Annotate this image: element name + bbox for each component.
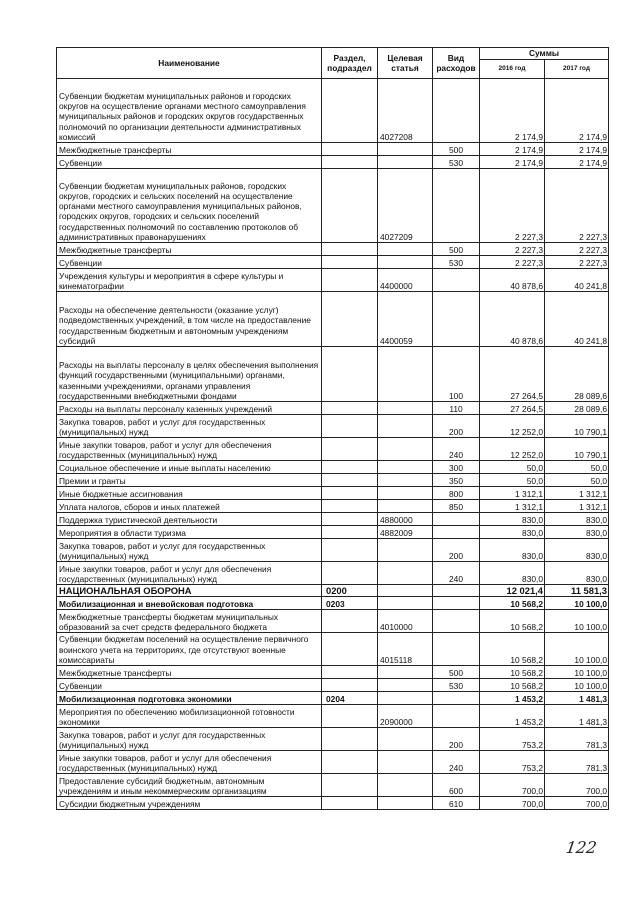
- row-section-cell: [322, 156, 378, 169]
- row-section-cell: 0203: [322, 597, 378, 610]
- row-name-cell: Межбюджетные трансферты: [57, 143, 322, 156]
- row-name-cell: Субвенции бюджетам муниципальных районов и городских округов на осуществление органами местного самоуправления муниципальных районов и городских округов государственных полномочий по организации деятельности административных комиссий: [57, 79, 322, 143]
- row-value-2016-cell: 2 227,3: [480, 169, 545, 243]
- row-name-cell: Расходы на обеспечение деятельности (оказание услуг) подведомственных учреждений, в том числе на предоставление государственным бюджетным и автономным учреждениям субсидий: [57, 292, 322, 347]
- row-name-cell: Премии и гранты: [57, 474, 322, 487]
- row-article-cell: [378, 751, 433, 774]
- row-value-2017-cell: 50,0: [545, 461, 609, 474]
- row-value-2017-cell: 1 312,1: [545, 500, 609, 513]
- row-value-2017-cell: 28 089,6: [545, 402, 609, 415]
- row-section-cell: [322, 461, 378, 474]
- row-article-cell: [378, 143, 433, 156]
- row-type-cell: 530: [433, 256, 480, 269]
- row-value-2017-cell: 10 790,1: [545, 415, 609, 438]
- table-row: [57, 597, 609, 610]
- row-type-cell: 350: [433, 474, 480, 487]
- row-value-2016-cell: 830,0: [480, 513, 545, 526]
- table-row: [57, 728, 609, 751]
- row-value-2017-cell: 2 227,3: [545, 256, 609, 269]
- row-article-cell: 4400000: [378, 269, 433, 292]
- row-value-2016-cell: 50,0: [480, 461, 545, 474]
- row-type-cell: 100: [433, 347, 480, 402]
- row-name-cell: Расходы на выплаты персоналу казенных учреждений: [57, 402, 322, 415]
- row-value-2017-cell: 11 581,3: [545, 585, 609, 597]
- row-name-cell: Субсидии бюджетным учреждениям: [57, 797, 322, 810]
- row-article-cell: [378, 461, 433, 474]
- row-type-cell: 110: [433, 402, 480, 415]
- budget-table: [56, 47, 609, 810]
- table-row: [57, 633, 609, 666]
- row-article-cell: [378, 539, 433, 562]
- row-value-2017-cell: 50,0: [545, 474, 609, 487]
- row-value-2016-cell: 10 568,2: [480, 633, 545, 666]
- row-value-2016-cell: 2 227,3: [480, 243, 545, 256]
- row-name-cell: Субвенции бюджетам поселений на осуществление первичного воинского учета на территориях, где отсутствуют военные комиссариаты: [57, 633, 322, 666]
- row-section-cell: [322, 539, 378, 562]
- row-article-cell: [378, 474, 433, 487]
- row-article-cell: [378, 562, 433, 585]
- row-article-cell: [378, 774, 433, 797]
- row-value-2017-cell: 2 174,9: [545, 143, 609, 156]
- row-article-cell: [378, 402, 433, 415]
- row-section-cell: [322, 143, 378, 156]
- row-name-cell: Учреждения культуры и мероприятия в сфере культуры и кинематографии: [57, 269, 322, 292]
- row-section-cell: [322, 526, 378, 539]
- row-type-cell: 500: [433, 666, 480, 679]
- row-name-cell: Субвенции: [57, 156, 322, 169]
- row-type-cell: [433, 633, 480, 666]
- row-value-2016-cell: 10 568,2: [480, 597, 545, 610]
- row-name-cell: Предоставление субсидий бюджетным, автономным учреждениям и иным некоммерческим организациям: [57, 774, 322, 797]
- header-name: Наименование: [57, 48, 322, 79]
- row-name-cell: Закупка товаров, работ и услуг для государственных (муниципальных) нужд: [57, 415, 322, 438]
- row-article-cell: [378, 666, 433, 679]
- row-type-cell: [433, 292, 480, 347]
- row-section-cell: [322, 269, 378, 292]
- row-article-cell: [378, 728, 433, 751]
- row-name-cell: Субвенции бюджетам муниципальных районов, городских округов, городских и сельских поселений на осуществление органами местного самоуправления муниципальных районов, городских округов, городских и сельских поселений государственных полномочий по составлению протоколов об административных правонарушениях: [57, 169, 322, 243]
- row-value-2016-cell: 40 878,6: [480, 269, 545, 292]
- row-value-2017-cell: 2 174,9: [545, 156, 609, 169]
- row-article-cell: 4882009: [378, 526, 433, 539]
- table-row: [57, 513, 609, 526]
- row-type-cell: 240: [433, 562, 480, 585]
- header-year-2017: 2017 год: [545, 60, 609, 79]
- row-type-cell: 530: [433, 156, 480, 169]
- row-article-cell: [378, 415, 433, 438]
- row-value-2016-cell: 2 174,9: [480, 79, 545, 143]
- row-value-2017-cell: 40 241,8: [545, 292, 609, 347]
- row-value-2016-cell: 50,0: [480, 474, 545, 487]
- row-type-cell: 240: [433, 438, 480, 461]
- table-row: [57, 438, 609, 461]
- row-type-cell: 500: [433, 143, 480, 156]
- row-type-cell: 200: [433, 728, 480, 751]
- table-row: [57, 751, 609, 774]
- row-section-cell: [322, 402, 378, 415]
- row-value-2017-cell: 830,0: [545, 513, 609, 526]
- row-article-cell: [378, 487, 433, 500]
- row-type-cell: 610: [433, 797, 480, 810]
- row-article-cell: [378, 679, 433, 692]
- table-row: [57, 415, 609, 438]
- row-type-cell: [433, 597, 480, 610]
- table-row: [57, 562, 609, 585]
- table-row: [57, 461, 609, 474]
- table-row: [57, 487, 609, 500]
- row-type-cell: 800: [433, 487, 480, 500]
- row-name-cell: Субвенции: [57, 679, 322, 692]
- table-row: [57, 692, 609, 705]
- row-name-cell: Уплата налогов, сборов и иных платежей: [57, 500, 322, 513]
- row-value-2016-cell: 10 568,2: [480, 679, 545, 692]
- row-value-2016-cell: 27 264,5: [480, 402, 545, 415]
- table-row: [57, 585, 609, 597]
- table-row: [57, 474, 609, 487]
- table-row: [57, 269, 609, 292]
- row-name-cell: Поддержка туристической деятельности: [57, 513, 322, 526]
- row-section-cell: [322, 243, 378, 256]
- table-row: [57, 679, 609, 692]
- row-section-cell: [322, 169, 378, 243]
- row-name-cell: Межбюджетные трансферты: [57, 243, 322, 256]
- table-row: [57, 143, 609, 156]
- row-section-cell: [322, 500, 378, 513]
- table-row: [57, 292, 609, 347]
- row-type-cell: 500: [433, 243, 480, 256]
- row-article-cell: [378, 585, 433, 597]
- row-name-cell: Мобилизационная и вневойсковая подготовка: [57, 597, 322, 610]
- row-name-cell: Субвенции: [57, 256, 322, 269]
- row-value-2017-cell: 10 100,0: [545, 666, 609, 679]
- row-value-2017-cell: 10 100,0: [545, 610, 609, 633]
- table-row: [57, 705, 609, 728]
- row-section-cell: [322, 666, 378, 679]
- row-value-2016-cell: 753,2: [480, 728, 545, 751]
- header-sums: Суммы: [480, 48, 609, 60]
- row-type-cell: 300: [433, 461, 480, 474]
- row-section-cell: [322, 487, 378, 500]
- row-value-2017-cell: 2 227,3: [545, 169, 609, 243]
- row-name-cell: Иные закупки товаров, работ и услуг для обеспечения государственных (муниципальных) нужд: [57, 751, 322, 774]
- row-value-2016-cell: 753,2: [480, 751, 545, 774]
- row-type-cell: [433, 585, 480, 597]
- row-value-2016-cell: 830,0: [480, 539, 545, 562]
- row-value-2016-cell: 1 453,2: [480, 692, 545, 705]
- row-section-cell: [322, 438, 378, 461]
- row-value-2016-cell: 12 252,0: [480, 415, 545, 438]
- row-section-cell: [322, 562, 378, 585]
- row-article-cell: [378, 156, 433, 169]
- row-value-2017-cell: 10 790,1: [545, 438, 609, 461]
- row-type-cell: [433, 169, 480, 243]
- row-value-2016-cell: 40 878,6: [480, 292, 545, 347]
- table-row: [57, 797, 609, 810]
- header-year-2016: 2016 год: [480, 60, 545, 79]
- row-article-cell: [378, 500, 433, 513]
- row-type-cell: 600: [433, 774, 480, 797]
- row-value-2017-cell: 1 481,3: [545, 705, 609, 728]
- row-name-cell: Закупка товаров, работ и услуг для государственных (муниципальных) нужд: [57, 539, 322, 562]
- header-section: Раздел, подраздел: [322, 48, 378, 79]
- row-value-2016-cell: 830,0: [480, 526, 545, 539]
- row-value-2017-cell: 2 227,3: [545, 243, 609, 256]
- row-name-cell: Иные закупки товаров, работ и услуг для обеспечения государственных (муниципальных) нужд: [57, 438, 322, 461]
- row-value-2016-cell: 27 264,5: [480, 347, 545, 402]
- row-value-2017-cell: 28 089,6: [545, 347, 609, 402]
- row-name-cell: Расходы на выплаты персоналу в целях обеспечения выполнения функций государственными (муниципальными) органами, казенными учреждениями, органами управления государственными внебюджетными фондами: [57, 347, 322, 402]
- row-value-2017-cell: 1 312,1: [545, 487, 609, 500]
- row-type-cell: [433, 692, 480, 705]
- row-section-cell: [322, 347, 378, 402]
- row-type-cell: [433, 513, 480, 526]
- row-article-cell: [378, 347, 433, 402]
- row-section-cell: [322, 728, 378, 751]
- row-section-cell: [322, 79, 378, 143]
- table-row: [57, 666, 609, 679]
- row-value-2016-cell: 1 453,2: [480, 705, 545, 728]
- table-row: [57, 79, 609, 143]
- row-name-cell: Межбюджетные трансферты: [57, 666, 322, 679]
- row-section-cell: [322, 797, 378, 810]
- row-section-cell: [322, 415, 378, 438]
- table-row: [57, 243, 609, 256]
- row-name-cell: Иные закупки товаров, работ и услуг для обеспечения государственных (муниципальных) нужд: [57, 562, 322, 585]
- row-name-cell: Мероприятия по обеспечению мобилизационной готовности экономики: [57, 705, 322, 728]
- row-article-cell: 4015118: [378, 633, 433, 666]
- row-value-2017-cell: 830,0: [545, 562, 609, 585]
- row-type-cell: 200: [433, 539, 480, 562]
- row-name-cell: Закупка товаров, работ и услуг для государственных (муниципальных) нужд: [57, 728, 322, 751]
- row-value-2016-cell: 12 021,4: [480, 585, 545, 597]
- row-article-cell: 4027209: [378, 169, 433, 243]
- row-article-cell: 4010000: [378, 610, 433, 633]
- row-section-cell: [322, 633, 378, 666]
- row-value-2017-cell: 10 100,0: [545, 679, 609, 692]
- table-row: [57, 256, 609, 269]
- row-name-cell: Социальное обеспечение и иные выплаты населению: [57, 461, 322, 474]
- row-article-cell: 4400059: [378, 292, 433, 347]
- row-type-cell: [433, 526, 480, 539]
- row-type-cell: [433, 269, 480, 292]
- table-row: [57, 500, 609, 513]
- row-type-cell: 200: [433, 415, 480, 438]
- row-type-cell: [433, 79, 480, 143]
- table-row: [57, 347, 609, 402]
- row-section-cell: 0204: [322, 692, 378, 705]
- row-article-cell: [378, 256, 433, 269]
- row-section-cell: [322, 751, 378, 774]
- row-section-cell: [322, 292, 378, 347]
- row-value-2016-cell: 12 252,0: [480, 438, 545, 461]
- table-row: [57, 156, 609, 169]
- row-type-cell: 850: [433, 500, 480, 513]
- row-article-cell: [378, 597, 433, 610]
- row-value-2017-cell: 10 100,0: [545, 633, 609, 666]
- row-name-cell: Мобилизационная подготовка экономики: [57, 692, 322, 705]
- row-article-cell: 2090000: [378, 705, 433, 728]
- header-type: Вид расходов: [433, 48, 480, 79]
- budget-sheet: [56, 47, 608, 810]
- row-value-2017-cell: 10 100,0: [545, 597, 609, 610]
- table-body: [57, 79, 609, 810]
- row-value-2017-cell: 700,0: [545, 797, 609, 810]
- row-name-cell: НАЦИОНАЛЬНАЯ ОБОРОНА: [57, 585, 322, 597]
- table-row: [57, 402, 609, 415]
- row-type-cell: [433, 705, 480, 728]
- row-name-cell: Межбюджетные трансферты бюджетам муниципальных образований за счет средств федерального бюджета: [57, 610, 322, 633]
- row-value-2016-cell: 1 312,1: [480, 500, 545, 513]
- row-value-2017-cell: 700,0: [545, 774, 609, 797]
- row-section-cell: [322, 513, 378, 526]
- row-article-cell: [378, 692, 433, 705]
- row-value-2017-cell: 830,0: [545, 526, 609, 539]
- row-section-cell: [322, 774, 378, 797]
- row-value-2017-cell: 2 174,9: [545, 79, 609, 143]
- row-value-2016-cell: 2 174,9: [480, 156, 545, 169]
- row-name-cell: Мероприятия в области туризма: [57, 526, 322, 539]
- row-section-cell: [322, 705, 378, 728]
- row-article-cell: 4880000: [378, 513, 433, 526]
- row-type-cell: [433, 610, 480, 633]
- row-value-2016-cell: 2 174,9: [480, 143, 545, 156]
- row-value-2016-cell: 830,0: [480, 562, 545, 585]
- table-header: [57, 48, 609, 79]
- table-row: [57, 526, 609, 539]
- row-name-cell: Иные бюджетные ассигнования: [57, 487, 322, 500]
- row-section-cell: [322, 610, 378, 633]
- row-article-cell: [378, 438, 433, 461]
- row-value-2017-cell: 830,0: [545, 539, 609, 562]
- row-value-2017-cell: 781,3: [545, 751, 609, 774]
- row-section-cell: 0200: [322, 585, 378, 597]
- table-row: [57, 539, 609, 562]
- row-type-cell: 530: [433, 679, 480, 692]
- row-section-cell: [322, 474, 378, 487]
- row-section-cell: [322, 256, 378, 269]
- row-article-cell: [378, 797, 433, 810]
- row-value-2016-cell: 1 312,1: [480, 487, 545, 500]
- row-value-2016-cell: 2 227,3: [480, 256, 545, 269]
- row-type-cell: 240: [433, 751, 480, 774]
- row-section-cell: [322, 679, 378, 692]
- row-article-cell: 4027208: [378, 79, 433, 143]
- row-value-2016-cell: 700,0: [480, 797, 545, 810]
- row-value-2016-cell: 10 568,2: [480, 610, 545, 633]
- table-row: [57, 610, 609, 633]
- row-value-2016-cell: 10 568,2: [480, 666, 545, 679]
- page-number: 122: [564, 838, 598, 857]
- row-value-2016-cell: 700,0: [480, 774, 545, 797]
- table-row: [57, 774, 609, 797]
- row-value-2017-cell: 40 241,8: [545, 269, 609, 292]
- row-value-2017-cell: 1 481,3: [545, 692, 609, 705]
- row-value-2017-cell: 781,3: [545, 728, 609, 751]
- header-article: Целевая статья: [378, 48, 433, 79]
- row-article-cell: [378, 243, 433, 256]
- table-row: [57, 169, 609, 243]
